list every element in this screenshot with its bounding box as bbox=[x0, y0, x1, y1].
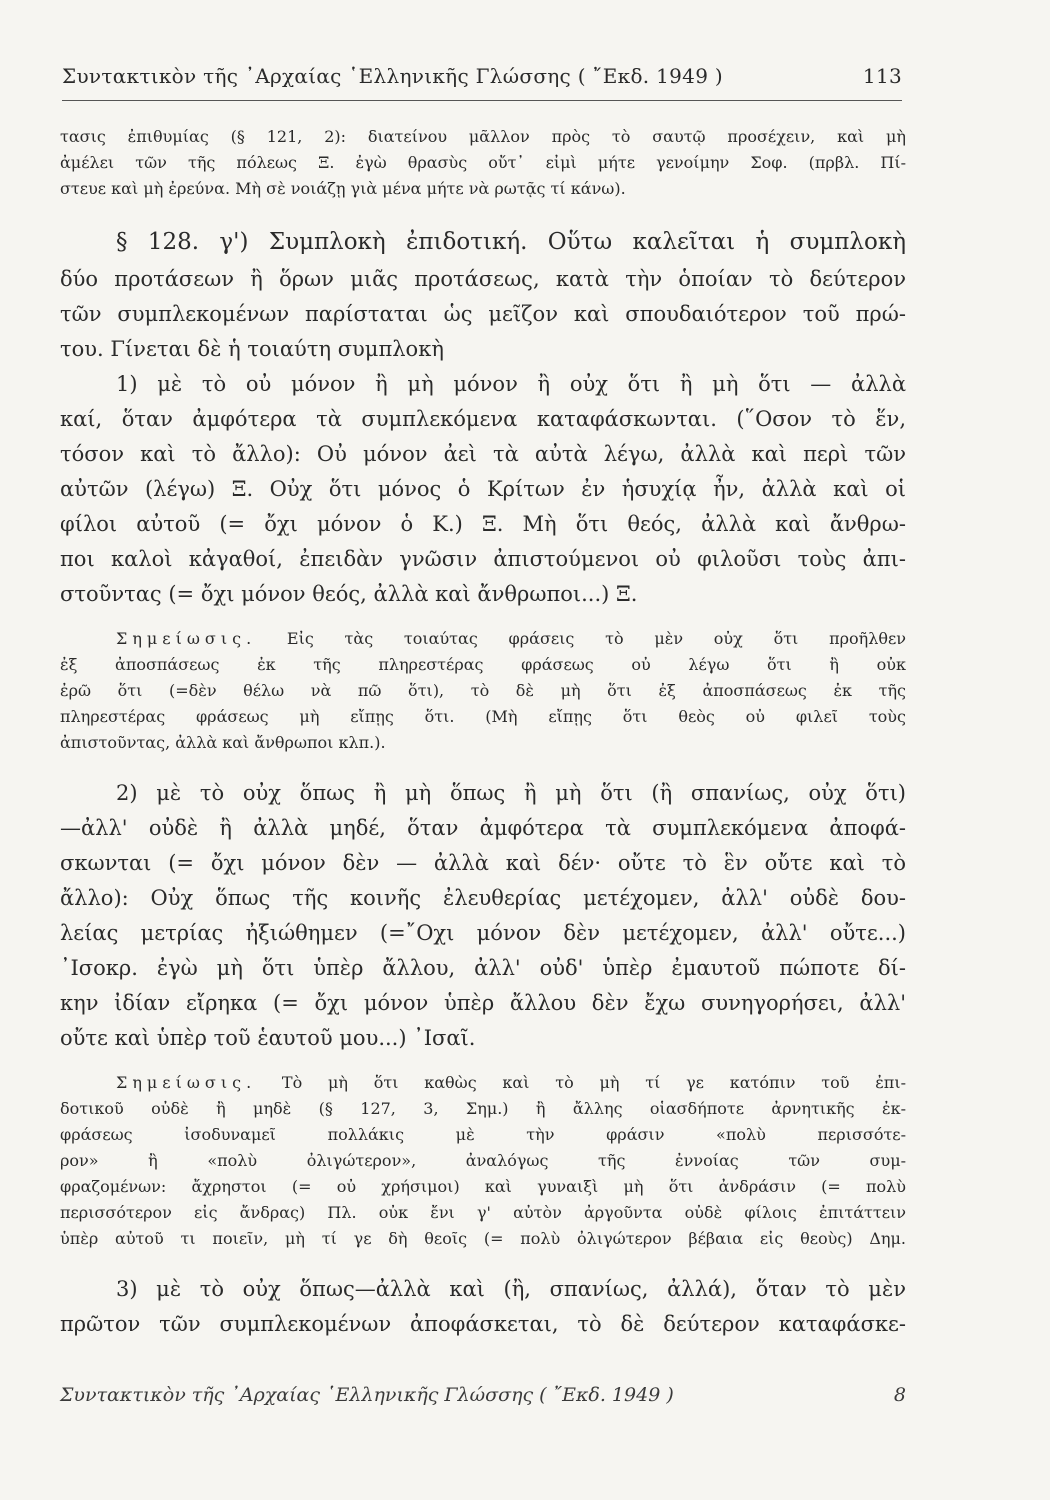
text-line: φράσεως ἰσοδυναμεῖ πολλάκις μὲ τὴν φράσιν «πολὺ περισσότε- bbox=[60, 1125, 906, 1144]
intro-paragraph bbox=[60, 124, 906, 202]
text-line: καί, ὅταν ἀμφότερα τὰ συμπλεκόμενα καταφάσκωνται. (῞Οσον τὸ ἕν, bbox=[60, 407, 906, 431]
note-text: Εἰς τὰς τοιαύτας φράσεις τὸ μὲν οὐχ ὅτι προῆλθεν bbox=[286, 629, 906, 648]
text-line: του. Γίνεται δὲ ἡ τοιαύτη συμπλοκὴ bbox=[60, 337, 444, 361]
text-line: —ἀλλ' οὐδὲ ἢ ἀλλὰ μηδέ, ὅταν ἀμφότερα τὰ συμπλεκόμενα ἀποφά- bbox=[60, 816, 906, 840]
running-header bbox=[62, 64, 902, 101]
item-heading: 1) μὲ τὸ οὐ μόνον ἢ μὴ μόνον ἢ οὐχ ὅτι ἢ μὴ ὅτι — ἀλλὰ bbox=[116, 372, 906, 396]
note-text: Τὸ μὴ ὅτι καθὼς καὶ τὸ μὴ τί γε κατόπιν τοῦ ἐπι- bbox=[281, 1073, 906, 1092]
text-line: κην ἰδίαν εἴρηκα (= ὄχι μόνον ὑπὲρ ἄλλου δὲν ἔχω συνηγορήσει, ἀλλ' bbox=[60, 991, 906, 1015]
text-line: ἐξ ἀποσπάσεως ἐκ τῆς πληρεστέρας φράσεως οὐ λέγω ὅτι ἢ οὐκ bbox=[60, 655, 906, 674]
text-line: ποι καλοὶ κἀγαθοί, ἐπειδὰν γνῶσιν ἀπιστούμενοι οὐ φιλοῦσι τοὺς ἀπι- bbox=[60, 547, 906, 571]
section-128 bbox=[60, 222, 906, 367]
text-line: τασις ἐπιθυμίας (§ 121, 2): διατείνου μᾶλλον πρὸς τὸ σαυτῷ προσέχειν, καὶ μὴ bbox=[60, 127, 906, 146]
text-line: τόσον καὶ τὸ ἄλλο): Οὐ μόνον ἀεὶ τὰ αὐτὰ λέγω, ἀλλὰ καὶ περὶ τῶν bbox=[60, 442, 906, 466]
text-line: τῶν συμπλεκομένων παρίσταται ὡς μεῖζον καὶ σπουδαιότερον τοῦ πρώ- bbox=[60, 302, 906, 326]
text-line: πληρεστέρας φράσεως μὴ εἴπῃς ὅτι. (Μὴ εἴπῃς ὅτι θεὸς οὐ φιλεῖ τοὺς bbox=[60, 707, 906, 726]
text-line: φραζομένων: ἄχρηστοι (= οὐ χρήσιμοι) καὶ γυναιξὶ μὴ ὅτι ἀνδράσιν (= πολὺ bbox=[60, 1177, 906, 1196]
text-line: ἀμέλει τῶν τῆς πόλεως Ξ. ἐγὼ θρασὺς οὔτ᾿ εἰμὶ μήτε γενοίμην Σοφ. (πρβλ. Πί- bbox=[60, 153, 906, 172]
page-footer bbox=[60, 1384, 906, 1406]
text-line: αὐτῶν (λέγω) Ξ. Οὐχ ὅτι μόνος ὁ Κρίτων ἐν ἡσυχίᾳ ἦν, ἀλλὰ καὶ οἱ bbox=[60, 477, 906, 501]
running-title: Συντακτικὸν τῆς ᾿Αρχαίας ῾Ελληνικῆς Γλώσσης ( ῎Εκδ. 1949 ) bbox=[62, 64, 723, 88]
text-line: ἄλλο): Οὐχ ὅπως τῆς κοινῆς ἐλευθερίας μετέχομεν, ἀλλ' οὐδὲ δου- bbox=[60, 886, 906, 910]
text-line: ρον» ἢ «πολὺ ὀλιγώτερον», ἀναλόγως τῆς ἐννοίας τῶν συμ- bbox=[60, 1151, 906, 1170]
note-first-line bbox=[60, 626, 906, 652]
text-line: δοτικοῦ οὐδὲ ἢ μηδὲ (§ 127, 3, Σημ.) ἢ ἄλλης οἱασδήποτε ἀρνητικῆς ἐκ- bbox=[60, 1099, 906, 1118]
text-line: φίλοι αὐτοῦ (= ὄχι μόνον ὁ Κ.) Ξ. Μὴ ὅτι θεός, ἀλλὰ καὶ ἄνθρω- bbox=[60, 512, 906, 536]
item-3 bbox=[60, 1272, 906, 1342]
text-line: στευε καὶ μὴ ἐρεύνα. Μὴ σὲ νοιάζῃ γιὰ μένα μήτε νὰ ρωτᾷς τί κάνω). bbox=[60, 179, 626, 198]
footer-signature: Συντακτικὸν τῆς ᾿Αρχαίας ῾Ελληνικῆς Γλώσσης ( ῎Εκδ. 1949 ) bbox=[60, 1384, 674, 1406]
item-heading: 3) μὲ τὸ οὐχ ὅπως—ἀλλὰ καὶ (ἢ, σπανίως, ἀλλά), ὅταν τὸ μὲν bbox=[116, 1277, 906, 1301]
text-line: περισσότερον εἰς ἄνδρας) Πλ. οὐκ ἔνι γ' αὐτὸν ἀργοῦντα οὐδὲ φίλοις ἐπιτάττειν bbox=[60, 1203, 906, 1222]
note-2 bbox=[60, 1070, 906, 1252]
text-line: δύο προτάσεων ἢ ὅρων μιᾶς προτάσεως, κατὰ τὴν ὁποίαν τὸ δεύτερον bbox=[60, 267, 906, 291]
note-first-line bbox=[60, 1070, 906, 1096]
page-number: 113 bbox=[862, 64, 902, 88]
item-heading: 2) μὲ τὸ οὐχ ὅπως ἢ μὴ ὅπως ἢ μὴ ὅτι (ἢ σπανίως, οὐχ ὅτι) bbox=[116, 781, 906, 805]
section-heading: § 128. γ') Συμπλοκὴ ἐπιδοτική. Οὕτω καλεῖται ἡ συμπλοκὴ bbox=[116, 229, 906, 255]
text-line: οὔτε καὶ ὑπὲρ τοῦ ἑαυτοῦ μου...) ᾿Ισαῖ. bbox=[60, 1026, 476, 1050]
page-body bbox=[60, 124, 906, 1342]
item-2 bbox=[60, 776, 906, 1056]
text-line: ἀπιστοῦντας, ἀλλὰ καὶ ἄνθρωποι κλπ.). bbox=[60, 733, 386, 752]
text-line: λείας μετρίας ἠξιώθημεν (=῎Οχι μόνον δὲν μετέχομεν, ἀλλ' οὔτε...) bbox=[60, 921, 906, 945]
text-line: στοῦντας (= ὄχι μόνον θεός, ἀλλὰ καὶ ἄνθρωποι...) Ξ. bbox=[60, 582, 638, 606]
note-label: Σημείωσις. bbox=[116, 629, 257, 648]
text-line: ᾿Ισοκρ. ἐγὼ μὴ ὅτι ὑπὲρ ἄλλου, ἀλλ' οὐδ' ὑπὲρ ἐμαυτοῦ πώποτε δί- bbox=[60, 956, 906, 980]
note-1 bbox=[60, 626, 906, 756]
text-line: ὑπὲρ αὐτοῦ τι ποιεῖν, μὴ τί γε δὴ θεοῖς (= πολὺ ὀλιγώτερον βέβαια εἰς θεοὺς) Δημ. bbox=[60, 1229, 906, 1248]
note-label: Σημείωσις. bbox=[116, 1073, 257, 1092]
item-1 bbox=[60, 367, 906, 612]
text-line: σκωνται (= ὄχι μόνον δὲν — ἀλλὰ καὶ δέν· οὔτε τὸ ἓν οὔτε καὶ τὸ bbox=[60, 851, 906, 875]
text-line: πρῶτον τῶν συμπλεκομένων ἀποφάσκεται, τὸ δὲ δεύτερον καταφάσκε- bbox=[60, 1312, 906, 1336]
sheet-number: 8 bbox=[893, 1384, 906, 1406]
text-line: ἐρῶ ὅτι (=δὲν θέλω νὰ πῶ ὅτι), τὸ δὲ μὴ ὅτι ἐξ ἀποσπάσεως ἐκ τῆς bbox=[60, 681, 906, 700]
